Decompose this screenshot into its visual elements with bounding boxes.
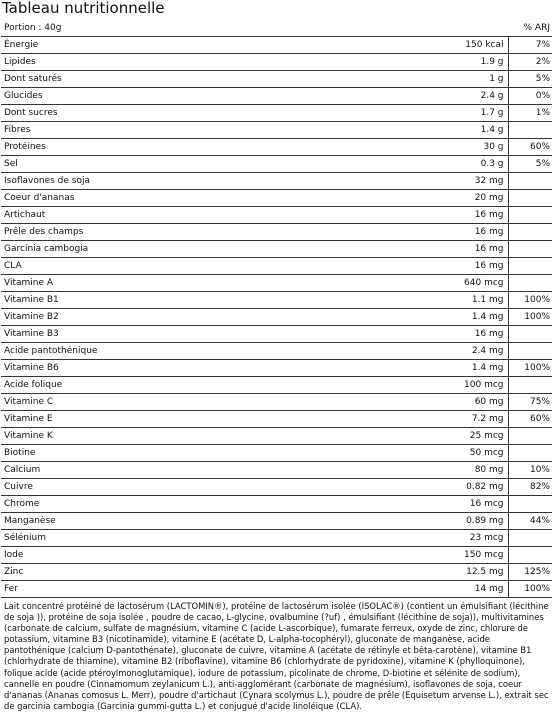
table-row <box>1 394 552 411</box>
table-row <box>1 88 552 105</box>
table-row <box>1 513 552 530</box>
nutrient-value: 32 mg <box>350 173 508 190</box>
table-row <box>1 547 552 564</box>
nutrient-value: 640 mcg <box>350 275 508 292</box>
nutrient-pct: 100% <box>508 581 552 598</box>
nutrient-name: Vitamine A <box>1 275 350 292</box>
nutrient-pct: 44% <box>508 513 552 530</box>
page-title: Tableau nutritionnelle <box>2 0 165 16</box>
nutrient-name: Vitamine C <box>1 394 350 411</box>
nutrient-name: Protéines <box>1 139 350 156</box>
nutrient-value: 1.4 g <box>350 122 508 139</box>
table-row <box>1 479 552 496</box>
nutrient-name: Calcium <box>1 462 350 479</box>
nutrient-name: CLA <box>1 258 350 275</box>
table-row <box>1 343 552 360</box>
nutrient-pct <box>508 241 552 258</box>
nutrient-pct <box>508 173 552 190</box>
nutrient-pct: 0% <box>508 88 552 105</box>
nutrient-value: 30 g <box>350 139 508 156</box>
nutrient-value: 50 mcg <box>350 445 508 462</box>
nutrient-name: Vitamine K <box>1 428 350 445</box>
table-row <box>1 530 552 547</box>
nutrient-name: Acide folique <box>1 377 350 394</box>
nutrient-value: 0.3 g <box>350 156 508 173</box>
nutrient-name: Garcinia cambogia <box>1 241 350 258</box>
table-row <box>1 54 552 71</box>
nutrient-pct: 7% <box>508 37 552 54</box>
nutrient-pct: 75% <box>508 394 552 411</box>
nutrient-name: Coeur d'ananas <box>1 190 350 207</box>
nutrient-value: 80 mg <box>350 462 508 479</box>
nutrient-pct: 100% <box>508 360 552 377</box>
ingredients-text: Lait concentré protéiné de lactosérum (LACTOMIN®), protéine de lactosérum isolée (ISOLAC®) (contient un émulsifiant (lécithine de soja )), protéine de soja isolée , poudre de cacao, L-glycine, ovalbumine (?uf) , émulsifiant (lécithine de soja)), multivitamines (carbonate de calcium, sulfate de magnésium, vitamine C (acide L-ascorbique), fumarate ferreux, oxyde de zinc, chlorure de potassium, vitamine B3 (nicotinamide), vitamine E (acétate D, L-alpha-tocophéryl), gluconate de manganèse, acide pantothénique (calcium D-pantothénate), gluconate de cuivre, vitamine A (acétate de rétinyle et bêta-carotène), vitamine B1 (chlorhydrate de thiamine), vitamine B2 (riboflavine), vitamine B6 (chlorhydrate de pyridoxine), vitamine K (phylloquinone), folique acide (acide ptéroylmonoglutamique), iodure de potassium, picolinate de chrome, D-biotine et sélénite de sodium), cannelle en poudre (Cinnamomum zeylanicum L.), anti-agglomérant (carbonate de magnésium), isoflavones de soja, coeur d'ananas (Ananas comosus L. Merr), poudre d'artichaut (Cynara scolymus L.), poudre de prêle (Equisetum arvense L.), extrait sec de garcinia cambogia (Garcinia gummi-gutta L.) et conjugué d'acide linoléique (CLA). <box>4 601 549 711</box>
nutrient-pct <box>508 275 552 292</box>
nutrient-name: Sélénium <box>1 530 350 547</box>
nutrient-pct <box>508 122 552 139</box>
table-row <box>1 71 552 88</box>
nutrient-pct: 100% <box>508 292 552 309</box>
nutrient-pct: 60% <box>508 411 552 428</box>
nutrient-name: Vitamine B3 <box>1 326 350 343</box>
nutrient-name: Chrome <box>1 496 350 513</box>
nutrient-name: Lipides <box>1 54 350 71</box>
nutrient-name: Manganèse <box>1 513 350 530</box>
nutrient-value: 100 mcg <box>350 377 508 394</box>
nutrient-pct: 100% <box>508 309 552 326</box>
nutrient-pct <box>508 190 552 207</box>
table-row <box>1 207 552 224</box>
nutrient-value: 20 mg <box>350 190 508 207</box>
table-row <box>1 377 552 394</box>
table-row <box>1 139 552 156</box>
nutrient-name: Vitamine E <box>1 411 350 428</box>
nutrient-name: Sel <box>1 156 350 173</box>
nutrient-value: 7.2 mg <box>350 411 508 428</box>
table-row <box>1 496 552 513</box>
nutrient-name: Vitamine B2 <box>1 309 350 326</box>
nutrient-name: Artichaut <box>1 207 350 224</box>
table-row <box>1 326 552 343</box>
nutrient-name: Dont saturés <box>1 71 350 88</box>
nutrient-value: 14 mg <box>350 581 508 598</box>
nutrient-value: 0.82 mg <box>350 479 508 496</box>
nutrient-pct <box>508 207 552 224</box>
nutrient-pct <box>508 445 552 462</box>
table-row <box>1 190 552 207</box>
table-row <box>1 105 552 122</box>
table-header-row <box>1 20 552 37</box>
nutrient-value: 16 mcg <box>350 496 508 513</box>
nutrient-name: Cuivre <box>1 479 350 496</box>
table-row <box>1 122 552 139</box>
nutrient-value: 23 mcg <box>350 530 508 547</box>
nutrient-pct: 125% <box>508 564 552 581</box>
nutrient-value: 1.9 g <box>350 54 508 71</box>
table-row <box>1 292 552 309</box>
nutrient-value: 12.5 mg <box>350 564 508 581</box>
table-row <box>1 462 552 479</box>
nutrient-name: Glucides <box>1 88 350 105</box>
nutrient-name: Fibres <box>1 122 350 139</box>
nutrient-name: Acide pantothénique <box>1 343 350 360</box>
nutrient-pct <box>508 377 552 394</box>
header-pct: % ARJ <box>508 20 552 37</box>
nutrient-name: Iode <box>1 547 350 564</box>
table-row <box>1 411 552 428</box>
nutrient-name: Énergie <box>1 37 350 54</box>
nutrient-pct <box>508 258 552 275</box>
nutrient-pct: 5% <box>508 156 552 173</box>
nutrient-value: 25 mcg <box>350 428 508 445</box>
table-row <box>1 581 552 598</box>
table-row <box>1 241 552 258</box>
nutrient-name: Fer <box>1 581 350 598</box>
nutrient-pct: 82% <box>508 479 552 496</box>
nutrition-table <box>1 20 552 598</box>
nutrient-value: 16 mg <box>350 258 508 275</box>
nutrient-name: Vitamine B6 <box>1 360 350 377</box>
nutrient-value: 16 mg <box>350 241 508 258</box>
nutrient-value: 2.4 g <box>350 88 508 105</box>
table-row <box>1 275 552 292</box>
nutrient-name: Prêle des champs <box>1 224 350 241</box>
table-row <box>1 564 552 581</box>
nutrient-value: 1.7 g <box>350 105 508 122</box>
nutrient-pct <box>508 326 552 343</box>
table-row <box>1 428 552 445</box>
table-row <box>1 258 552 275</box>
table-row <box>1 37 552 54</box>
nutrient-value: 1.1 mg <box>350 292 508 309</box>
nutrient-value: 60 mg <box>350 394 508 411</box>
portion-label: Portion : 40g <box>1 20 350 37</box>
nutrient-value: 1.4 mg <box>350 360 508 377</box>
nutrient-pct: 60% <box>508 139 552 156</box>
nutrient-name: Zinc <box>1 564 350 581</box>
table-row <box>1 173 552 190</box>
nutrient-value: 16 mg <box>350 326 508 343</box>
nutrient-pct <box>508 428 552 445</box>
nutrient-pct <box>508 224 552 241</box>
nutrient-value: 1.4 mg <box>350 309 508 326</box>
nutrient-value: 0.89 mg <box>350 513 508 530</box>
nutrient-name: Vitamine B1 <box>1 292 350 309</box>
nutrient-name: Biotine <box>1 445 350 462</box>
table-row <box>1 224 552 241</box>
nutrient-name: Dont sucres <box>1 105 350 122</box>
table-row <box>1 309 552 326</box>
nutrient-name: Isoflavones de soja <box>1 173 350 190</box>
nutrient-pct: 2% <box>508 54 552 71</box>
nutrient-pct <box>508 530 552 547</box>
nutrient-pct: 5% <box>508 71 552 88</box>
nutrient-pct <box>508 547 552 564</box>
table-row <box>1 360 552 377</box>
nutrient-value: 150 kcal <box>350 37 508 54</box>
nutrient-value: 2.4 mg <box>350 343 508 360</box>
nutrient-value: 16 mg <box>350 224 508 241</box>
nutrient-pct: 1% <box>508 105 552 122</box>
nutrient-pct: 10% <box>508 462 552 479</box>
table-row <box>1 156 552 173</box>
nutrient-value: 150 mcg <box>350 547 508 564</box>
nutrient-pct <box>508 343 552 360</box>
nutrient-value: 1 g <box>350 71 508 88</box>
nutrient-value: 16 mg <box>350 207 508 224</box>
nutrient-pct <box>508 496 552 513</box>
table-row <box>1 445 552 462</box>
header-value <box>350 20 508 37</box>
